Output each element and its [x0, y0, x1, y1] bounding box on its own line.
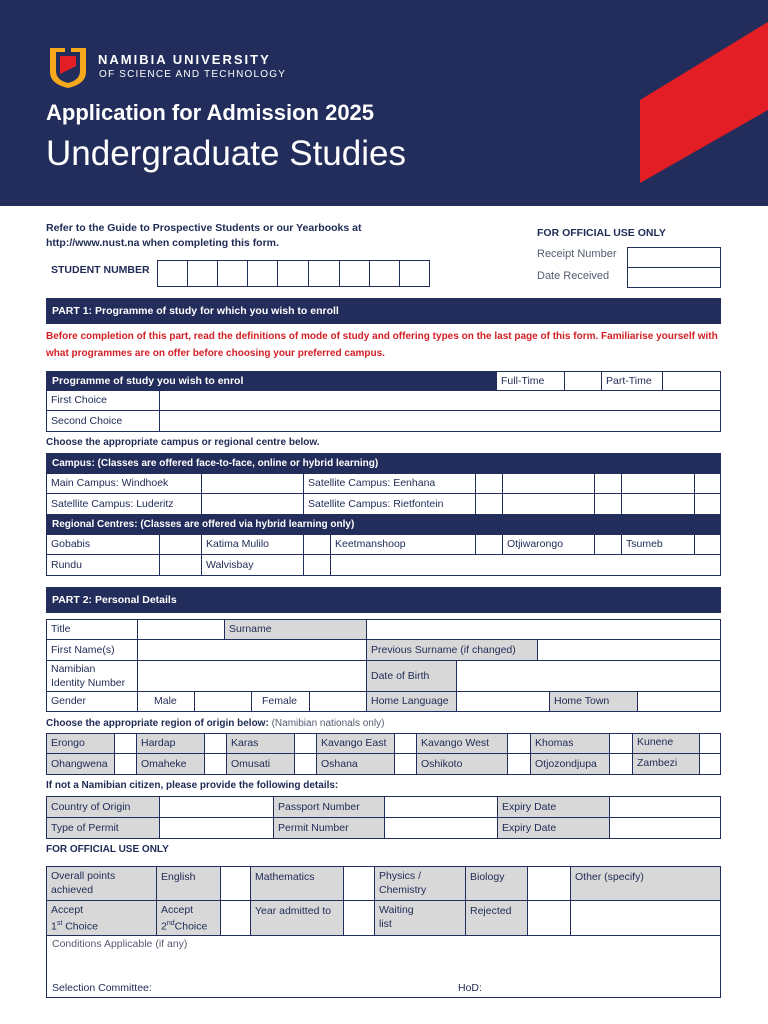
type-of-permit-label: Type of Permit — [46, 817, 160, 839]
regional-gobabis-label: Gobabis — [46, 534, 160, 555]
dob-label: Date of Birth — [366, 660, 457, 692]
region-kunene-checkbox[interactable] — [699, 733, 721, 754]
first-names-label: First Name(s) — [46, 639, 138, 661]
regional-walvisbay-checkbox[interactable] — [303, 554, 331, 576]
ordinal-number: 2 — [161, 920, 167, 933]
accept-second-checkbox[interactable] — [220, 900, 251, 936]
region-kavango-east-label: Kavango East — [316, 733, 395, 754]
region-instruction-text: Choose the appropriate region of origin below: — [46, 718, 269, 729]
region-karas-checkbox[interactable] — [294, 733, 317, 754]
campus-instruction: Choose the appropriate campus or regional centre below. — [46, 437, 320, 448]
rejected-label: Rejected — [465, 900, 528, 936]
part-time-label: Part-Time — [601, 371, 663, 391]
regional-keetmanshoop-label: Keetmanshoop — [330, 534, 476, 555]
region-khomas-label: Khomas — [530, 733, 610, 754]
campus-blank-cell — [502, 473, 595, 494]
regional-tsumeb-checkbox[interactable] — [694, 534, 721, 555]
campus-blank-cell — [621, 493, 695, 515]
ordinal-suffix: nd — [166, 920, 175, 927]
type-of-permit-field[interactable] — [159, 817, 274, 839]
regional-blank-cell — [330, 554, 721, 576]
campus-eenhana-checkbox[interactable] — [475, 473, 503, 494]
regional-katima-label: Katima Mulilo — [201, 534, 304, 555]
region-omusati-label: Omusati — [226, 753, 295, 775]
intro-line-1: Refer to the Guide to Prospective Students or our Yearbooks at — [46, 222, 362, 234]
regional-tsumeb-label: Tsumeb — [621, 534, 695, 555]
year-admitted-label: Year admitted to — [250, 900, 344, 936]
female-label: Female — [251, 691, 310, 712]
biology-score-field[interactable] — [527, 866, 571, 901]
conditions-box[interactable] — [46, 935, 721, 998]
country-of-origin-field[interactable] — [159, 796, 274, 818]
second-choice-label: Second Choice — [46, 410, 160, 432]
campus-eenhana-label: Satellite Campus: Eenhana — [303, 473, 476, 494]
country-of-origin-label: Country of Origin — [46, 796, 160, 818]
accept-first-line: Accept — [51, 904, 84, 916]
regional-rundu-label: Rundu — [46, 554, 160, 576]
biology-label: Biology — [465, 866, 528, 901]
accept-first-choice-label — [46, 900, 157, 936]
student-number-digit[interactable] — [369, 260, 400, 287]
surname-field[interactable] — [366, 619, 721, 640]
intro-line-2: http://www.nust.na when completing this form. — [46, 237, 279, 249]
first-choice-label: First Choice — [46, 390, 160, 411]
campus-blank-cell — [694, 473, 721, 494]
regional-header: Regional Centres: (Classes are offered via hybrid learning only) — [46, 514, 721, 535]
date-received-label: Date Received — [537, 270, 610, 282]
part1-note-1: Before completion of this part, read the definitions of mode of study and offering types on the last page of this form. Familiarise yourself with — [46, 331, 718, 342]
previous-surname-label: Previous Surname (if changed) — [366, 639, 538, 661]
regional-rundu-checkbox[interactable] — [159, 554, 202, 576]
region-kavango-west-label: Kavango West — [416, 733, 508, 754]
student-number-label: STUDENT NUMBER — [51, 264, 150, 276]
region-kavango-east-checkbox[interactable] — [394, 733, 417, 754]
ordinal-suffix: st — [56, 920, 63, 927]
student-number-digit[interactable] — [399, 260, 430, 287]
accept-second-choice-label — [156, 900, 221, 936]
choice-word: Choice — [65, 920, 98, 933]
foreign-instruction: If not a Namibian citizen, please provide the following details: — [46, 780, 339, 791]
namibian-id-label — [46, 660, 138, 692]
home-language-label: Home Language — [366, 691, 457, 712]
red-stripe-decoration — [0, 0, 768, 206]
campus-rietfontein-checkbox[interactable] — [475, 493, 503, 515]
passport-number-field[interactable] — [384, 796, 498, 818]
home-language-field[interactable] — [456, 691, 550, 712]
part2-heading: PART 2: Personal Details — [46, 587, 721, 613]
home-town-label: Home Town — [549, 691, 638, 712]
english-label: English — [156, 866, 221, 901]
part1-note-2: what programmes are on offer before choosing your preferred campus. — [46, 348, 385, 359]
permit-expiry-label: Expiry Date — [497, 817, 610, 839]
region-oshana-label: Oshana — [316, 753, 395, 775]
namibian-id-field[interactable] — [137, 660, 367, 692]
campus-luderitz-label: Satellite Campus: Luderitz — [46, 493, 202, 515]
campus-luderitz-checkbox[interactable] — [201, 493, 304, 515]
second-choice-line — [161, 917, 220, 934]
physics-chemistry-label: Physics / Chemistry — [374, 866, 466, 901]
dob-field[interactable] — [456, 660, 721, 692]
passport-expiry-field[interactable] — [609, 796, 721, 818]
receipt-number-field[interactable] — [627, 247, 721, 268]
region-omusati-checkbox[interactable] — [294, 753, 317, 775]
student-number-digit[interactable] — [187, 260, 218, 287]
passport-number-label: Passport Number — [273, 796, 385, 818]
region-hardap-label: Hardap — [136, 733, 205, 754]
university-name: NAMIBIA UNIVERSITY — [98, 52, 271, 67]
receipt-number-label: Receipt Number — [537, 248, 617, 260]
region-omaheke-label: Omaheke — [136, 753, 205, 775]
region-otjozondjupa-checkbox[interactable] — [609, 753, 633, 775]
regional-katima-checkbox[interactable] — [303, 534, 331, 555]
region-khomas-checkbox[interactable] — [609, 733, 633, 754]
male-label: Male — [137, 691, 195, 712]
campus-blank-cell — [594, 493, 622, 515]
regional-otjiwarongo-label: Otjiwarongo — [502, 534, 595, 555]
choice-word: Choice — [174, 920, 208, 933]
home-town-field[interactable] — [637, 691, 721, 712]
full-time-label: Full-Time — [496, 371, 565, 391]
campus-blank-cell — [621, 473, 695, 494]
region-ohangwena-checkbox[interactable] — [114, 753, 137, 775]
region-oshana-checkbox[interactable] — [394, 753, 417, 775]
region-ohangwena-label: Ohangwena — [46, 753, 115, 775]
previous-surname-field[interactable] — [537, 639, 721, 661]
other-specify-label: Other (specify) — [570, 866, 721, 901]
regional-keetmanshoop-checkbox[interactable] — [475, 534, 503, 555]
regional-walvisbay-label: Walvisbay — [201, 554, 304, 576]
mathematics-label: Mathematics — [250, 866, 344, 901]
female-checkbox[interactable] — [309, 691, 367, 712]
waiting-list-label: Waiting list — [374, 900, 466, 936]
conditions-label: Conditions Applicable (if any) — [52, 938, 188, 950]
regional-gobabis-checkbox[interactable] — [159, 534, 202, 555]
namibian-id-label-line2: Identity Number — [51, 677, 126, 689]
part1-heading: PART 1: Programme of study for which you wish to enroll — [46, 298, 721, 324]
campus-blank-cell — [502, 493, 595, 515]
region-instruction — [46, 718, 384, 729]
regional-otjiwarongo-checkbox[interactable] — [594, 534, 622, 555]
student-number-digit[interactable] — [247, 260, 278, 287]
first-choice-field[interactable] — [159, 390, 721, 411]
surname-label: Surname — [224, 619, 367, 640]
university-subtitle: OF SCIENCE AND TECHNOLOGY — [99, 69, 287, 80]
rejected-checkbox[interactable] — [527, 900, 571, 936]
region-instruction-note: (Namibian nationals only) — [271, 718, 385, 729]
title-field[interactable] — [137, 619, 225, 640]
permit-number-field[interactable] — [384, 817, 498, 839]
overall-points-label: Overall points achieved — [46, 866, 157, 901]
official-use-title: FOR OFFICIAL USE ONLY — [537, 227, 666, 239]
region-erongo-label: Erongo — [46, 733, 115, 754]
year-admitted-field[interactable] — [343, 900, 375, 936]
ordinal-number: 1 — [51, 920, 57, 933]
male-checkbox[interactable] — [194, 691, 252, 712]
first-names-field[interactable] — [137, 639, 367, 661]
selection-committee-label: Selection Committee: — [52, 982, 152, 994]
region-karas-label: Karas — [226, 733, 295, 754]
region-oshikoto-checkbox[interactable] — [507, 753, 531, 775]
region-hardap-checkbox[interactable] — [204, 733, 227, 754]
region-otjozondjupa-label: Otjozondjupa — [530, 753, 610, 775]
header-banner — [0, 0, 768, 206]
title-label: Title — [46, 619, 138, 640]
campus-rietfontein-label: Satellite Campus: Rietfontein — [303, 493, 476, 515]
campus-header: Campus: (Classes are offered face-to-face, online or hybrid learning) — [46, 453, 721, 474]
hod-label: HoD: — [458, 982, 482, 994]
page-title: Application for Admission 2025 — [46, 100, 375, 125]
full-time-checkbox[interactable] — [564, 371, 602, 391]
mathematics-score-field[interactable] — [343, 866, 375, 901]
passport-expiry-label: Expiry Date — [497, 796, 610, 818]
campus-main-windhoek-label: Main Campus: Windhoek — [46, 473, 202, 494]
region-zambezi-checkbox[interactable] — [699, 753, 721, 775]
region-oshikoto-label: Oshikoto — [416, 753, 508, 775]
student-number-digit[interactable] — [157, 260, 188, 287]
permit-expiry-field[interactable] — [609, 817, 721, 839]
official-use-title-2: FOR OFFICIAL USE ONLY — [46, 844, 169, 855]
region-kunene-label: Kunene — [632, 733, 700, 754]
english-score-field[interactable] — [220, 866, 251, 901]
page-subtitle: Undergraduate Studies — [46, 134, 406, 173]
student-number-digit[interactable] — [277, 260, 309, 287]
part-time-checkbox[interactable] — [662, 371, 721, 391]
other-specify-field[interactable] — [570, 900, 721, 936]
campus-blank-cell — [694, 493, 721, 515]
campus-blank-cell — [594, 473, 622, 494]
region-zambezi-label: Zambezi — [632, 753, 700, 775]
student-number-digit[interactable] — [339, 260, 370, 287]
gender-label: Gender — [46, 691, 138, 712]
second-choice-field[interactable] — [159, 410, 721, 432]
date-received-field[interactable] — [627, 267, 721, 288]
accept-second-line: Accept — [161, 904, 194, 916]
region-omaheke-checkbox[interactable] — [204, 753, 227, 775]
first-choice-line — [51, 917, 156, 934]
campus-windhoek-checkbox[interactable] — [201, 473, 304, 494]
namibian-id-label-line1: Namibian — [51, 663, 96, 675]
programme-header: Programme of study you wish to enrol — [46, 371, 497, 391]
region-kavango-west-checkbox[interactable] — [507, 733, 531, 754]
student-number-digit[interactable] — [217, 260, 248, 287]
permit-number-label: Permit Number — [273, 817, 385, 839]
student-number-digit[interactable] — [308, 260, 340, 287]
region-erongo-checkbox[interactable] — [114, 733, 137, 754]
